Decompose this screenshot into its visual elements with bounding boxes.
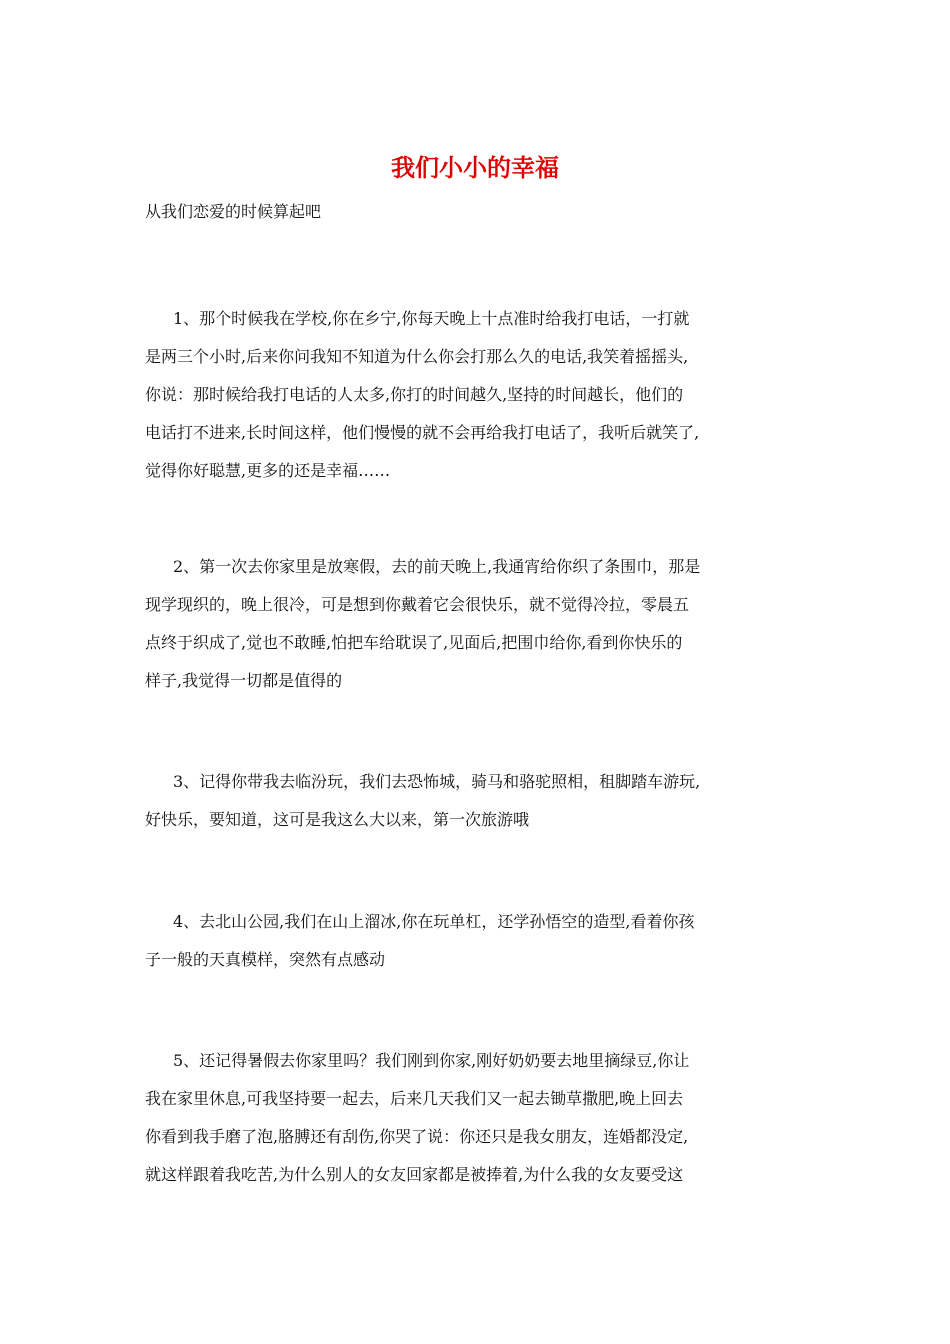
paragraph-line: 样子,我觉得一切都是值得的	[145, 671, 343, 690]
document-subtitle: 从我们恋爱的时候算起吧	[145, 202, 322, 221]
paragraph-line: 3、记得你带我去临汾玩，我们去恐怖城，骑马和骆驼照相，租脚踏车游玩,	[173, 772, 701, 791]
paragraph-3	[145, 763, 813, 839]
paragraph-line: 你看到我手磨了泡,胳膊还有刮伤,你哭了说：你还只是我女朋友，连婚都没定,	[145, 1127, 689, 1146]
paragraph-line: 现学现织的，晚上很冷，可是想到你戴着它会很快乐，就不觉得冷拉，零晨五	[145, 595, 690, 614]
paragraph-line: 我在家里休息,可我坚持要一起去，后来几天我们又一起去锄草撒肥,晚上回去	[145, 1089, 684, 1108]
paragraph-2	[145, 548, 813, 700]
paragraph-line: 1、那个时候我在学校,你在乡宁,你每天晚上十点准时给我打电话，一打就	[173, 309, 690, 328]
paragraph-line: 你说：那时候给我打电话的人太多,你打的时间越久,坚持的时间越长，他们的	[145, 385, 684, 404]
paragraph-line: 就这样跟着我吃苦,为什么别人的女友回家都是被捧着,为什么我的女友要受这	[145, 1165, 684, 1184]
paragraph-line: 是两三个小时,后来你问我知不知道为什么你会打那么久的电话,我笑着摇摇头,	[145, 347, 689, 366]
paragraph-line: 2、第一次去你家里是放寒假，去的前天晚上,我通宵给你织了条围巾，那是	[173, 557, 701, 576]
paragraph-4	[145, 903, 813, 979]
paragraph-line: 电话打不进来,长时间这样，他们慢慢的就不会再给我打电话了，我听后就笑了,	[145, 423, 700, 442]
paragraph-1	[145, 300, 813, 490]
paragraph-line: 觉得你好聪慧,更多的还是幸福……	[145, 461, 391, 480]
paragraph-line: 点终于织成了,觉也不敢睡,怕把车给耽误了,见面后,把围巾给你,看到你快乐的	[145, 633, 683, 652]
paragraph-line: 5、还记得暑假去你家里吗？我们刚到你家,刚好奶奶要去地里摘绿豆,你让	[173, 1051, 690, 1070]
paragraph-line: 好快乐，要知道，这可是我这么大以来，第一次旅游哦	[145, 810, 530, 829]
paragraph-5	[145, 1042, 813, 1194]
document-title: 我们小小的幸福	[391, 153, 559, 182]
paragraph-line: 子一般的天真模样，突然有点感动	[145, 950, 386, 969]
paragraph-line: 4、去北山公园,我们在山上溜冰,你在玩单杠，还学孙悟空的造型,看着你孩	[173, 912, 695, 931]
